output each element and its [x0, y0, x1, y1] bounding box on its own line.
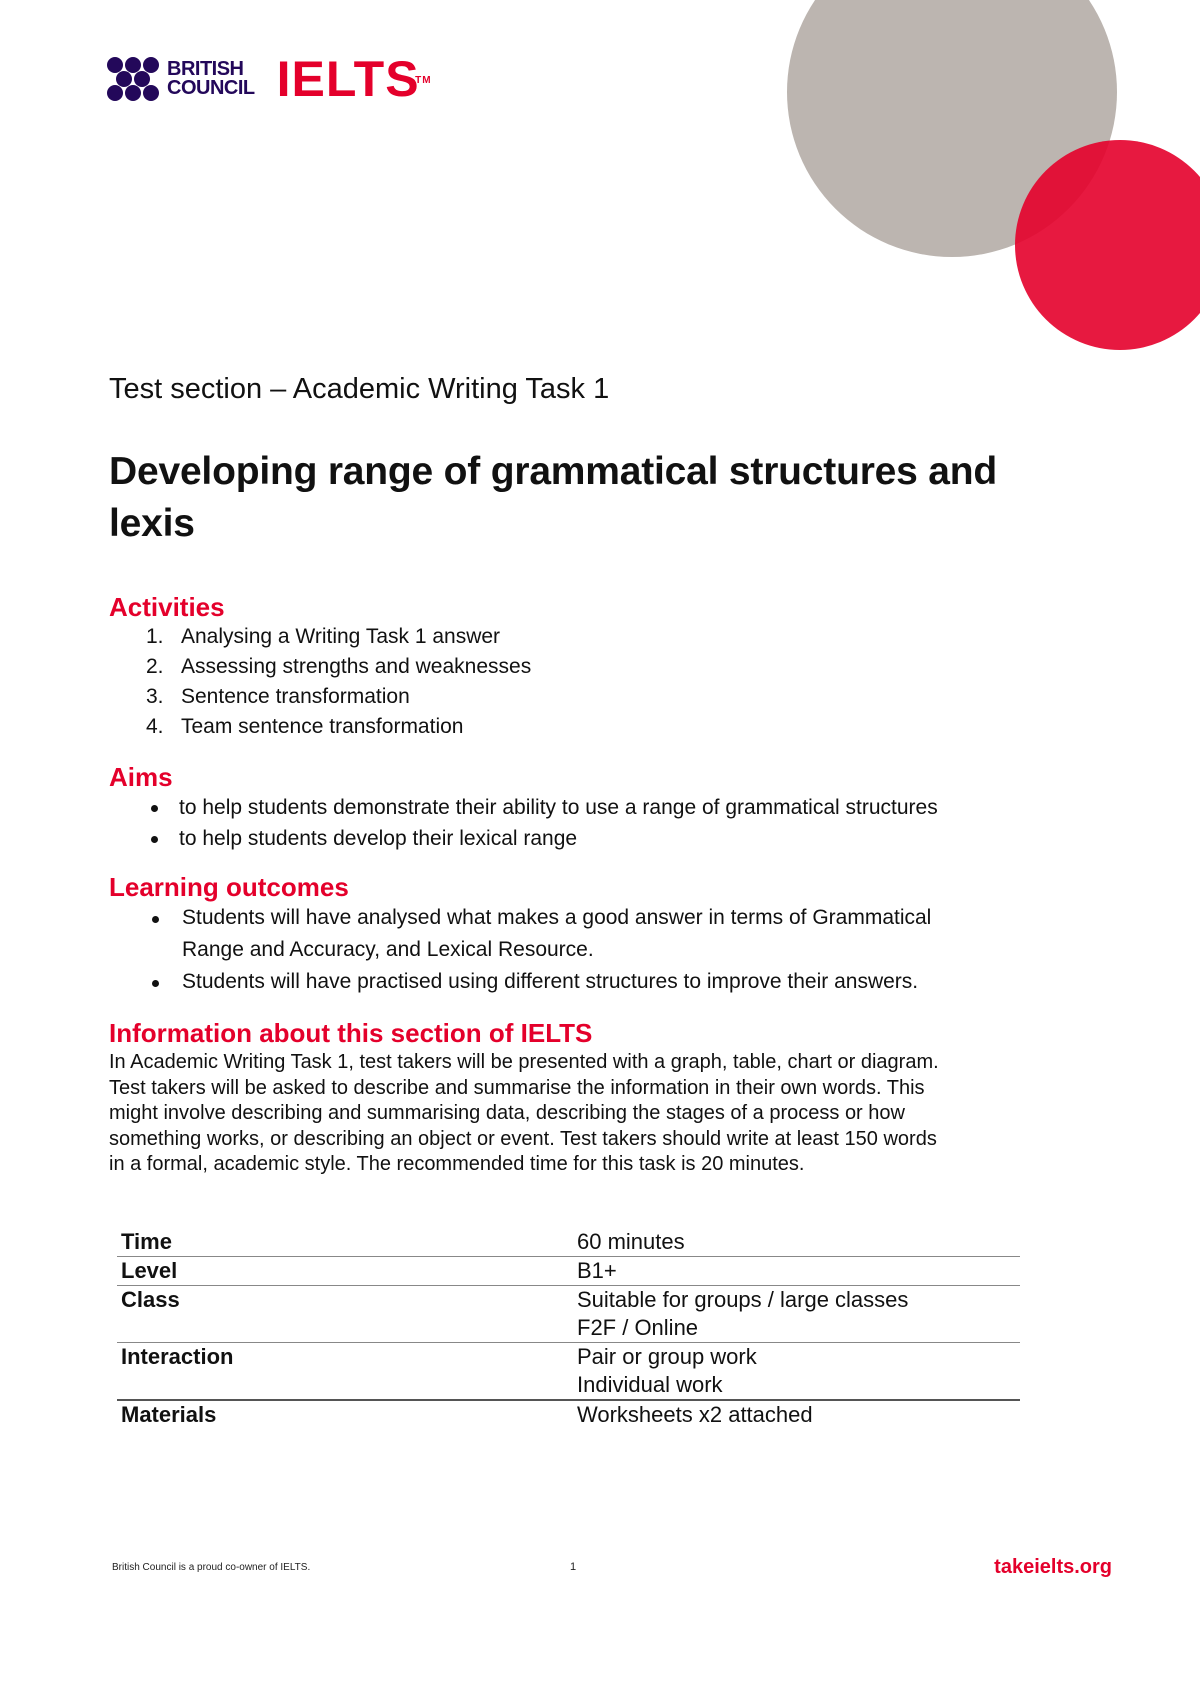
interaction-value: Pair or group work Individual work: [573, 1343, 1020, 1401]
level-label: Level: [117, 1257, 573, 1286]
bullet-icon: [151, 836, 158, 843]
class-value: Suitable for groups / large classes F2F / Online: [573, 1286, 1020, 1343]
information-paragraph: In Academic Writing Task 1, test takers will be presented with a graph, table, chart or diagram. Test takers will be asked to describe and summarise the information in their own words. This might involve describing and summarising data, describing the stages of a process or how something works, or describing an object or event. Test takers should write at least 150 words in a formal, academic style. The recommended time for this task is 20 minutes.: [109, 1051, 939, 1175]
list-item: 4. Team sentence transformation: [146, 715, 464, 738]
grey-circle: [787, 0, 1117, 257]
time-value: 60 minutes: [577, 1229, 685, 1254]
page-title: Developing range of grammatical structures and lexis: [109, 450, 998, 545]
list-item: Students will have analysed what makes a good answer in terms of Grammatical Range and Accuracy, and Lexical Resource.: [109, 902, 1029, 966]
list-item: 2. Assessing strengths and weaknesses: [146, 655, 532, 678]
red-circle: [1015, 140, 1200, 350]
bullet-icon: [152, 980, 159, 987]
table-row: [117, 1257, 1020, 1286]
list-item: to help students demonstrate their ability to use a range of grammatical structures: [109, 792, 1029, 823]
main-content: [109, 372, 1029, 1178]
table-row: [117, 1400, 1020, 1429]
list-item: Students will have practised using different structures to improve their answers.: [109, 966, 1029, 998]
page-footer: [112, 1556, 1112, 1580]
activities-list: [109, 622, 1029, 742]
time-label: Time: [121, 1229, 172, 1254]
aims-list: [109, 792, 1029, 854]
bullet-icon: [152, 916, 159, 923]
table-row: [117, 1228, 1020, 1257]
level-value: B1+: [573, 1257, 1020, 1286]
list-item: 1. Analysing a Writing Task 1 answer: [146, 625, 501, 648]
list-item: 3. Sentence transformation: [146, 685, 410, 708]
lesson-details-table: [117, 1228, 1020, 1429]
table-row: [117, 1286, 1020, 1343]
footer-note: British Council is a proud co-owner of IELTS.: [112, 1562, 311, 1573]
brand-logo: [105, 51, 432, 107]
activities-heading: Activities: [109, 592, 225, 622]
bullet-icon: [151, 805, 158, 812]
learning-outcomes-heading: Learning outcomes: [109, 872, 349, 902]
test-section-subtitle: Test section – Academic Writing Task 1: [109, 373, 610, 405]
materials-label: Materials: [117, 1400, 573, 1429]
ielts-wordmark: IELTS TM: [276, 51, 432, 107]
british-council-dots-icon: [105, 55, 161, 103]
information-heading: Information about this section of IELTS: [109, 1018, 593, 1048]
materials-value: Worksheets x2 attached: [573, 1400, 1020, 1429]
british-council-wordmark: BRITISH COUNCIL: [167, 58, 255, 99]
takeielts-link[interactable]: takeielts.org: [994, 1556, 1112, 1578]
page-number: 1: [570, 1561, 577, 1573]
list-item: to help students develop their lexical range: [109, 823, 1029, 854]
interaction-label: Interaction: [117, 1343, 573, 1401]
aims-heading: Aims: [109, 762, 173, 792]
learning-outcomes-list: [109, 902, 1029, 998]
class-label: Class: [117, 1286, 573, 1343]
table-row: [117, 1343, 1020, 1401]
